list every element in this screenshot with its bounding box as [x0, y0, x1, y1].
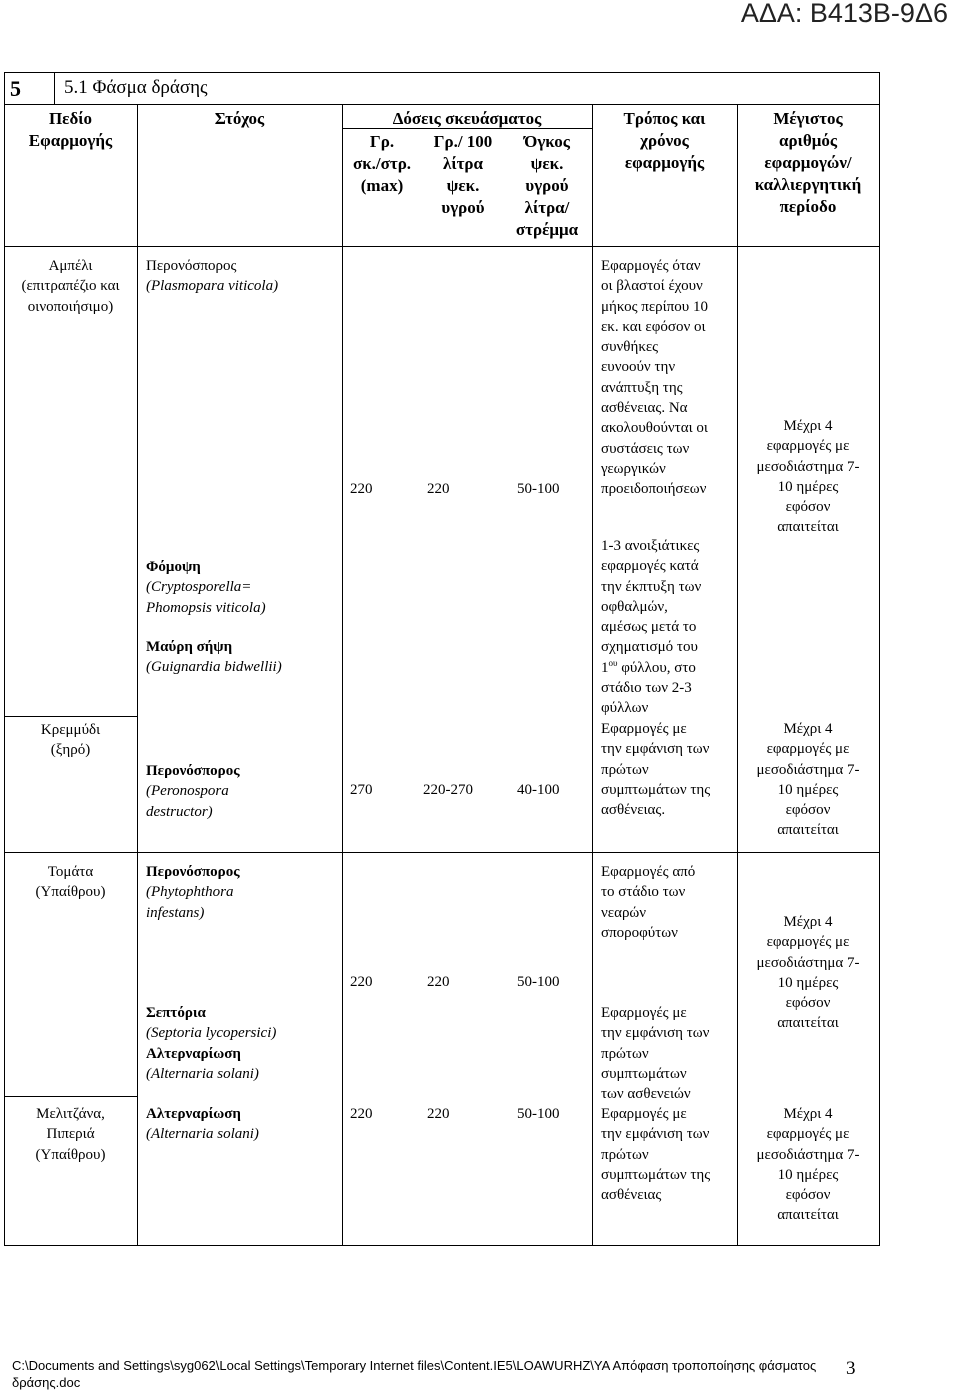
dose-grape-gr-100l: 220 [427, 481, 450, 497]
crop-grape: Αμπέλι (επιτραπέζιο και οινοποιήσιμο) [21, 258, 120, 315]
method-grape-1: Εφαρμογές όταν οι βλαστοί έχουν μήκος περίπου 10 εκ. και εφόσον οι συνθήκες ευνοούν την ανάπτυξη της ασθένειας. Να ακολουθούνται οι συστάσεις των γεωργικών προειδοποιήσεων [601, 258, 708, 498]
max-eggplant: Μέχρι 4 εφαρμογές με μεσοδιάστημα 7- 10 ημέρες εφόσον απαιτείται [756, 1106, 860, 1224]
rule-section [4, 104, 880, 105]
max-onion: Μέχρι 4 εφαρμογές με μεσοδιάστημα 7- 10 ημέρες εφόσον απαιτείται [756, 721, 860, 839]
page-number: 3 [846, 1358, 856, 1379]
col-doses [592, 104, 593, 1246]
target-eggplant-alternaria: Αλτερναρίωση (Alternaria solani) [146, 1106, 259, 1143]
footer-file-path: C:\Documents and Settings\syg062\Local Settings\Temporary Internet files\Content.IE5\LOAWURHZ\ΥΑ Απόφαση τροποποίησης φάσματος δράσης.doc [12, 1358, 817, 1390]
dose-tomato-gr-acre: 220 [350, 974, 373, 990]
target-tomato-late-blight: Περονόσπορος (Phytophthora infestans) [146, 864, 240, 921]
ada-code: ΑΔΑ: Β413Β-9Δ6 [740, 0, 948, 28]
header-doses: Δόσεις σκευάσματος [392, 109, 542, 128]
method-onion: Εφαρμογές με την εμφάνιση των πρώτων συμπτωμάτων της ασθένειας. [601, 721, 711, 819]
col-right-edge [879, 72, 880, 1246]
dose-onion-gr-acre: 270 [350, 782, 373, 798]
col-section-num [54, 72, 55, 104]
rule-top [4, 72, 880, 73]
crop-onion: Κρεμμύδι (ξηρό) [40, 722, 101, 759]
dose-onion-gr-100l: 220-270 [423, 782, 473, 798]
header-field: Πεδίο Εφαρμογής [28, 109, 113, 150]
dose-eggplant-volume: 50-100 [517, 1106, 560, 1122]
rule-tomato-eggplant [4, 1096, 138, 1097]
rule-grape-onion [4, 716, 138, 717]
max-grape: Μέχρι 4 εφαρμογές με μεσοδιάστημα 7- 10 ημέρες εφόσον απαιτείται [756, 418, 860, 536]
col-method [737, 104, 738, 1246]
rule-header-bottom [4, 246, 880, 247]
dose-grape-volume: 50-100 [517, 481, 560, 497]
method-tomato-1: Εφαρμογές από το στάδιο των νεαρών σποροφύτων [601, 864, 696, 941]
target-grape-downy-mildew: Περονόσπορος (Plasmopara viticola) [146, 258, 279, 295]
header-target: Στόχος [214, 109, 265, 128]
section-number: 5 [10, 76, 21, 101]
target-grape-black-rot: Μαύρη σήψη (Guignardia bidwellii) [146, 639, 282, 676]
header-gr-acre: Γρ. σκ./στρ. (max) [352, 132, 412, 195]
dose-grape-gr-acre: 220 [350, 481, 373, 497]
dose-tomato-volume: 50-100 [517, 974, 560, 990]
col-target [342, 104, 343, 1246]
header-gr-100l: Γρ./ 100 λίτρα ψεκ. υγρού [433, 132, 493, 217]
method-grape-2: 1-3 ανοιξιάτικες εφαρμογές κατά την έκπτυξη των οφθαλμών, αμέσως μετά το σχηματισμό του $1^{o\upsilon}$ φύλλου, στο στάδιο των 2-3 φύλλων [601, 538, 702, 717]
section-title: 5.1 Φάσμα δράσης [64, 77, 208, 98]
method-tomato-2: Εφαρμογές με την εμφάνιση των πρώτων συμπτωμάτων των ασθενειών [601, 1005, 710, 1103]
dose-tomato-gr-100l: 220 [427, 974, 450, 990]
crop-tomato: Τομάτα (Υπαίθρου) [35, 864, 106, 901]
target-tomato-septoria: Σεπτόρια (Septoria lycopersici) Αλτερναρίωση (Alternaria solani) [146, 1005, 277, 1082]
header-method: Τρόπος και χρόνος εφαρμογής [623, 109, 706, 172]
crop-eggplant-pepper: Μελιτζάνα, Πιπεριά (Υπαίθρου) [35, 1106, 106, 1163]
header-volume: Όγκος ψεκ. υγρού λίτρα/ στρέμμα [515, 132, 579, 239]
rule-bottom [4, 1245, 880, 1246]
target-onion-downy-mildew: Περονόσπορος (Peronospora destructor) [146, 763, 240, 820]
header-max-apps: Μέγιστος αριθμός εφαρμογών/ καλλιεργητική περίοδο [754, 109, 862, 216]
method-eggplant: Εφαρμογές με την εμφάνιση των πρώτων συμπτωμάτων της ασθένειας [601, 1106, 711, 1204]
col-field [137, 104, 138, 1246]
target-grape-phomopsis: Φόμοψη (Cryptosporella= Phomopsis viticola) [146, 559, 266, 616]
rule-onion-tomato [4, 852, 880, 853]
dose-eggplant-gr-100l: 220 [427, 1106, 450, 1122]
dose-onion-volume: 40-100 [517, 782, 560, 798]
col-left-edge [4, 72, 5, 1246]
max-tomato: Μέχρι 4 εφαρμογές με μεσοδιάστημα 7- 10 ημέρες εφόσον απαιτείται [756, 914, 860, 1032]
dose-eggplant-gr-acre: 220 [350, 1106, 373, 1122]
